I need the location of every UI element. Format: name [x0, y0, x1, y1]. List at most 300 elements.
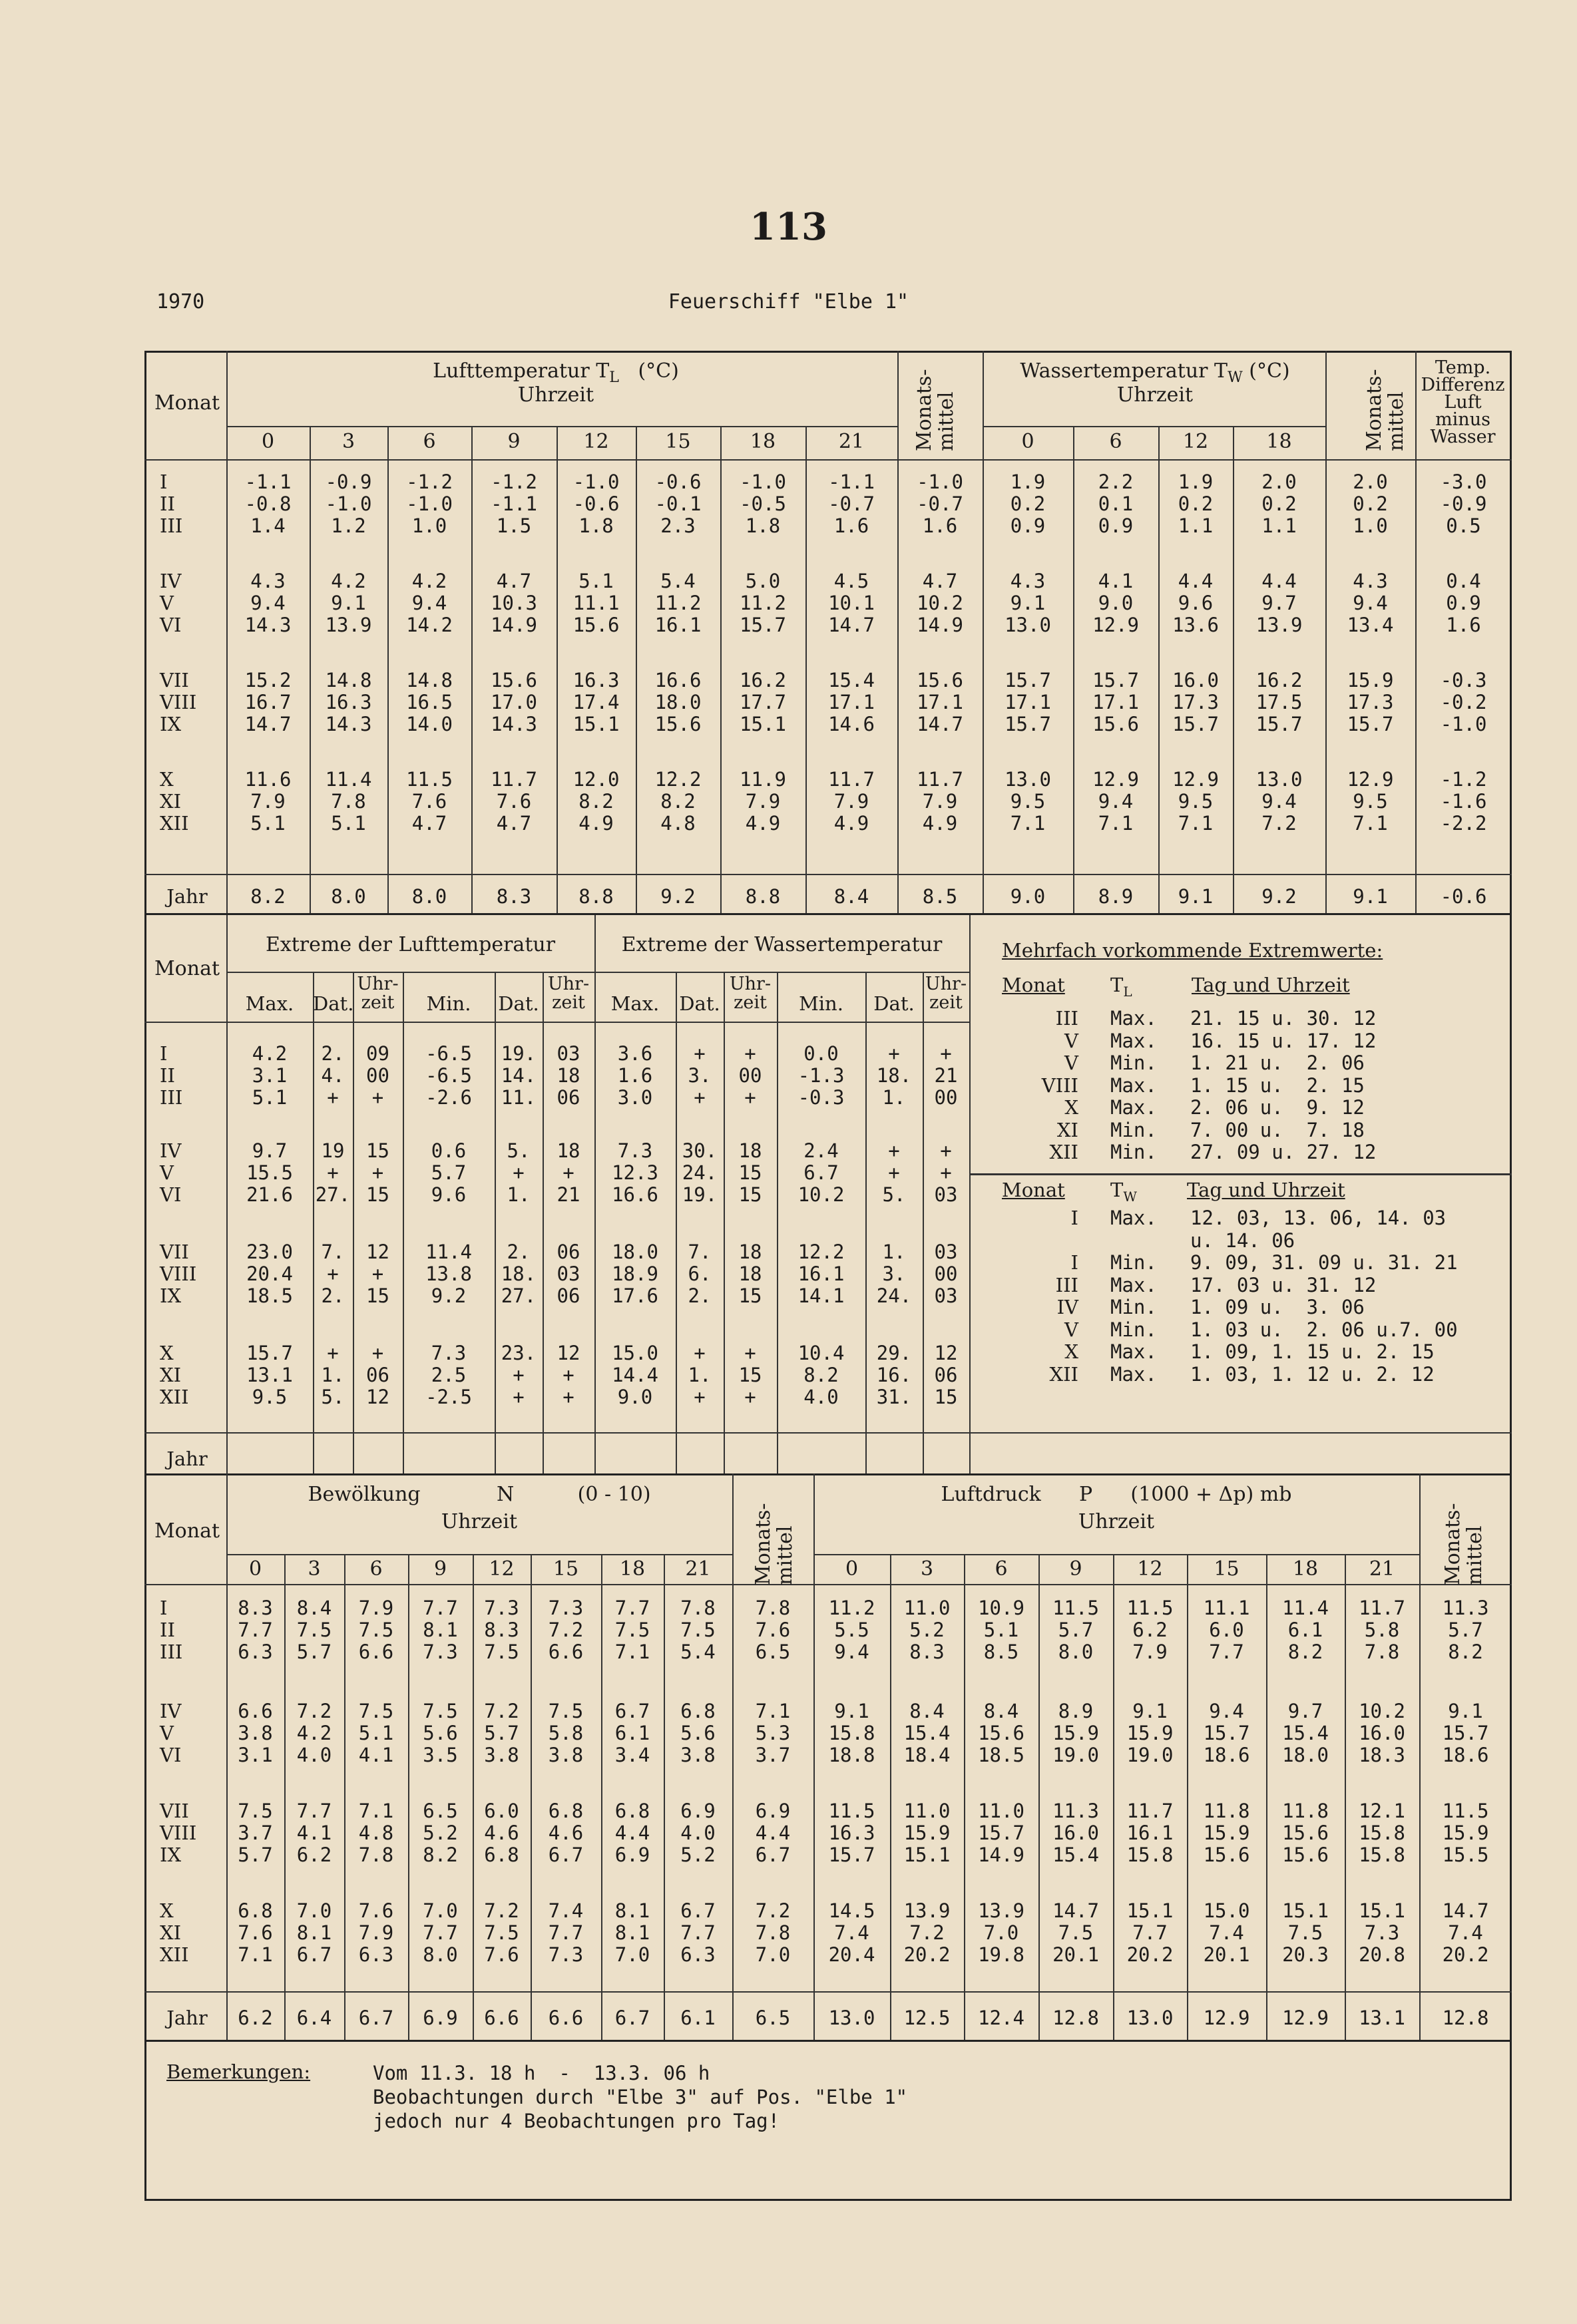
air-temp-values: -1.1 -0.8 1.4 [244, 471, 292, 537]
cloud-hour-header: 15 [553, 1557, 579, 1581]
multi-extremes-title: Mehrfach vorkommende Extremwerte: [1002, 939, 1383, 962]
cloud-values: 6.9 4.0 5.2 [680, 1800, 716, 1866]
cloud-values: 6.5 5.2 8.2 [423, 1800, 458, 1866]
extreme-col-header: Uhr- zeit [729, 974, 772, 1014]
pressure-values: 11.8 15.6 15.6 [1282, 1800, 1329, 1866]
pressure-values: 11.2 5.5 9.4 [828, 1597, 875, 1663]
extreme-values: 09 00 + [366, 1042, 389, 1109]
pressure-values: 12.1 15.8 15.8 [1359, 1800, 1405, 1866]
extreme-values: 7.3 2.5 -2.5 [425, 1342, 472, 1408]
month-labels: X XI XII [160, 1342, 189, 1408]
pressure-year: 12.5 [903, 2007, 951, 2029]
air-temp-values: 4.2 9.4 14.2 [406, 570, 453, 636]
extreme-values: -6.5 -6.5 -2.6 [425, 1042, 472, 1109]
cloud-values: 7.3 7.2 6.6 [548, 1597, 584, 1663]
multi-tl-month: III [1055, 1007, 1078, 1030]
pressure-values: 11.5 6.2 7.9 [1126, 1597, 1174, 1663]
cloud-values: 6.6 3.8 3.1 [238, 1700, 273, 1766]
multi-tw-kind: Min. [1110, 1318, 1157, 1341]
water-temp-values: -0.3 -0.2 -1.0 [1440, 669, 1487, 735]
pressure-year: 12.9 [1203, 2007, 1250, 2029]
month-labels: I II III [160, 1597, 183, 1663]
air-hour-header: 9 [507, 430, 521, 453]
row-rule [226, 1554, 732, 1555]
pressure-values: 11.0 15.9 15.1 [903, 1800, 951, 1866]
water-temp-title: Wassertemperatur $T_W$ (°C) [1020, 359, 1290, 386]
pressure-values: 11.4 6.1 8.2 [1282, 1597, 1329, 1663]
cloud-values: 7.2 4.2 4.0 [296, 1700, 332, 1766]
multi-tl-symbol: $T_L$ [1110, 974, 1132, 1000]
multi-tw-dates: 1. 09, 1. 15 u. 2. 15 [1190, 1340, 1435, 1363]
multi-tw-kind: Max. [1110, 1273, 1157, 1296]
cloud-year: 6.6 [548, 2007, 584, 2029]
cloud-year: 6.7 [358, 2007, 394, 2029]
extreme-col-header: Max. [245, 992, 294, 1015]
extreme-values: + + 03 [934, 1139, 958, 1206]
air-temp-values: 5.1 11.1 15.6 [572, 570, 620, 636]
water-temp-values: 13.0 9.4 7.2 [1255, 768, 1303, 835]
multi-tl-dates: 1. 15 u. 2. 15 [1190, 1073, 1365, 1097]
air-hour-header: 18 [750, 430, 776, 453]
air-temp-values: -1.0 -0.6 1.8 [572, 471, 620, 537]
row-rule [144, 1432, 1512, 1434]
cloud-values: 7.8 7.5 5.4 [680, 1597, 716, 1663]
air-temp-values: -0.9 -1.0 1.2 [325, 471, 372, 537]
pressure-values: 14.7 7.5 20.1 [1052, 1899, 1099, 1966]
pressure-hour-header: 15 [1214, 1557, 1239, 1581]
air-temp-year: 9.2 [660, 885, 696, 908]
water-temp-values: 12.9 9.5 7.1 [1172, 768, 1219, 835]
monat-header: Monat [154, 391, 220, 415]
extreme-values: 12 06 15 [934, 1342, 958, 1408]
water-hour-header: 12 [1182, 430, 1209, 453]
multi-tl-kind: Min. [1110, 1052, 1157, 1074]
extreme-values: 06 03 06 [557, 1241, 580, 1307]
air-temp-year: 8.5 [922, 885, 958, 908]
multi-tl-dates: 21. 15 u. 30. 12 [1190, 1007, 1377, 1030]
pressure-values: 8.4 15.6 18.5 [978, 1700, 1024, 1766]
extreme-values: 03 00 03 [934, 1241, 958, 1307]
pressure-year: 13.1 [1359, 2007, 1405, 2029]
pressure-year: 12.8 [1052, 2007, 1099, 2029]
pressure-values: 8.9 15.9 19.0 [1052, 1700, 1099, 1766]
month-labels: VII VIII IX [160, 1800, 197, 1866]
extreme-values: 15.0 14.4 9.0 [612, 1342, 658, 1408]
ext-air-title: Extreme der Lufttemperatur [265, 933, 556, 956]
year-row-label: Jahr [166, 1448, 208, 1470]
extreme-values: 5. + 1. [507, 1139, 531, 1206]
station-title: Feuerschiff "Elbe 1" [668, 290, 909, 313]
multi-tl-month: V [1064, 1052, 1078, 1074]
extreme-values: 3.6 1.6 3.0 [617, 1042, 653, 1109]
cloud-values: 7.7 4.1 6.2 [296, 1800, 332, 1866]
air-temp-values: 16.3 17.4 15.1 [572, 669, 620, 735]
page-number: 113 [750, 205, 827, 249]
multi-tw-month: I [1070, 1251, 1078, 1274]
air-temp-values: 11.7 7.6 4.7 [491, 768, 537, 835]
air-temp-year: 8.2 [250, 885, 286, 908]
year-row-label: Jahr [166, 2007, 208, 2029]
row-rule [144, 1022, 969, 1023]
multi-tw-dates: 9. 09, 31. 09 u. 31. 21 [1190, 1251, 1458, 1274]
water-temp-values: 2.0 0.2 1.0 [1353, 471, 1388, 537]
cloud-values: 7.2 7.8 7.0 [755, 1899, 791, 1966]
cloud-values: 6.7 6.1 3.4 [614, 1700, 650, 1766]
extreme-values: + 18. 1. [876, 1042, 912, 1109]
multi-tw-month: IV [1056, 1296, 1078, 1318]
air-temp-values: -1.1 -0.7 1.6 [828, 471, 875, 537]
air-temp-values: 16.6 18.0 15.6 [654, 669, 702, 735]
air-hour-header: 3 [341, 430, 355, 453]
multi-tw-dates: 12. 03, 13. 06, 14. 03 [1190, 1207, 1447, 1229]
cloud-year: 6.2 [238, 2007, 273, 2029]
pressure-values: 11.7 16.1 15.8 [1126, 1800, 1174, 1866]
air-temp-year: 8.0 [331, 885, 366, 908]
extreme-col-header: Min. [799, 992, 843, 1015]
remarks-line-1: Vom 11.3. 18 h - 13.3. 06 h [373, 2062, 710, 2084]
air-temp-values: 15.6 17.0 14.3 [491, 669, 537, 735]
multi-tw-kind: Max. [1110, 1362, 1157, 1386]
cloud-values: 7.9 7.5 6.6 [358, 1597, 394, 1663]
pressure-year: 12.9 [1282, 2007, 1329, 2029]
extreme-values: 1. 3. 24. [876, 1241, 912, 1307]
air-temp-values: 5.4 11.2 16.1 [654, 570, 702, 636]
air-temp-year: 8.8 [745, 885, 781, 908]
cloud-values: 6.8 7.6 7.1 [238, 1899, 273, 1966]
multi-tw-month: III [1055, 1273, 1078, 1296]
month-labels: X XI XII [160, 768, 189, 835]
cloud-values: 7.2 5.7 3.8 [484, 1700, 519, 1766]
air-temp-values: 4.7 10.2 14.9 [917, 570, 963, 636]
pressure-values: 8.4 15.4 18.4 [903, 1700, 951, 1766]
water-temp-year: 9.1 [1353, 885, 1388, 908]
pressure-values: 14.5 7.4 20.4 [828, 1899, 875, 1966]
water-monatsmittel-header: Monats- mittel [1363, 369, 1408, 451]
cloud-values: 7.5 5.1 4.1 [358, 1700, 394, 1766]
extreme-values: + 06 12 [366, 1342, 389, 1408]
pressure-values: 9.1 15.7 18.6 [1442, 1700, 1489, 1766]
month-labels: I II III [160, 471, 183, 537]
cloud-values: 7.1 4.8 7.8 [358, 1800, 394, 1866]
row-rule [144, 459, 1512, 461]
multi-tl-month: V [1064, 1029, 1078, 1052]
pressure-title: Luftdruck P (1000 + Δp) mb [941, 1483, 1292, 1506]
multi-tl-kind: Max. [1110, 1073, 1157, 1097]
cloud-hour-header: 21 [685, 1557, 711, 1581]
row-rule [226, 426, 897, 427]
water-temp-values: 12.9 9.4 7.1 [1092, 768, 1139, 835]
remarks-line-2: Beobachtungen durch "Elbe 3" auf Pos. "Elbe 1" [373, 2086, 908, 2108]
pressure-hour-header: 0 [845, 1557, 859, 1581]
multi-tw-kind: Min. [1110, 1251, 1157, 1274]
extreme-values: 18 18 15 [738, 1241, 762, 1307]
extreme-values: 4.2 3.1 5.1 [252, 1042, 288, 1109]
pressure-values: 13.9 7.2 20.2 [903, 1899, 951, 1966]
cloud-year: 6.4 [296, 2007, 332, 2029]
pressure-values: 9.1 15.9 19.0 [1126, 1700, 1174, 1766]
cloud-uhrzeit: Uhrzeit [441, 1510, 518, 1533]
multi-tw-dates: 1. 03, 1. 12 u. 2. 12 [1190, 1362, 1435, 1386]
multi-divider [971, 1173, 1512, 1175]
month-labels: X XI XII [160, 1899, 189, 1966]
cloud-values: 6.8 4.6 6.7 [548, 1800, 584, 1866]
air-temp-year: 8.4 [833, 885, 869, 908]
extreme-values: 0.0 -1.3 -0.3 [797, 1042, 845, 1109]
cloud-values: 7.3 8.3 7.5 [484, 1597, 519, 1663]
cloud-values: 6.7 7.7 6.3 [680, 1899, 716, 1966]
pressure-values: 15.1 7.3 20.8 [1359, 1899, 1405, 1966]
year-label: 1970 [156, 290, 205, 313]
water-hour-header: 18 [1266, 430, 1292, 453]
cloud-values: 7.0 8.1 6.7 [296, 1899, 332, 1966]
air-temp-values: 11.5 7.6 4.7 [406, 768, 453, 835]
extreme-values: + 1. + [688, 1342, 712, 1408]
extreme-values: + 21 00 [934, 1042, 958, 1109]
water-temp-year: 9.2 [1261, 885, 1297, 908]
water-temp-values: 12.9 9.5 7.1 [1347, 768, 1394, 835]
multi-tw-dates: 1. 09 u. 3. 06 [1190, 1296, 1365, 1318]
cloud-values: 8.3 7.7 6.3 [238, 1597, 273, 1663]
air-temp-values: 11.7 7.9 4.9 [828, 768, 875, 835]
extreme-values: 12.2 16.1 14.1 [797, 1241, 845, 1307]
extreme-values: 11.4 13.8 9.2 [425, 1241, 472, 1307]
air-temp-values: 11.6 7.9 5.1 [244, 768, 292, 835]
extreme-values: 15.7 13.1 9.5 [246, 1342, 293, 1408]
extreme-col-header: Dat. [873, 992, 915, 1015]
row-rule [983, 426, 1325, 427]
air-temp-values: 4.7 10.3 14.9 [491, 570, 537, 636]
cloud-year: 6.1 [680, 2007, 716, 2029]
multi-tw-month: V [1064, 1318, 1078, 1341]
extreme-values: 0.6 5.7 9.6 [431, 1139, 467, 1206]
water-temp-values: 15.9 17.3 15.7 [1347, 669, 1394, 735]
multi-tw-month: X [1064, 1340, 1078, 1363]
multi-tw-dates: u. 14. 06 [1190, 1229, 1295, 1252]
air-temp-year: 8.8 [578, 885, 614, 908]
pressure-hour-header: 21 [1369, 1557, 1395, 1581]
cloud-values: 6.8 5.6 3.8 [680, 1700, 716, 1766]
air-temp-values: 15.2 16.7 14.7 [244, 669, 292, 735]
cloud-values: 8.1 8.1 7.0 [614, 1899, 650, 1966]
cloud-values: 7.5 5.8 3.8 [548, 1700, 584, 1766]
cloud-values: 7.1 5.3 3.7 [755, 1700, 791, 1766]
month-labels: IV V VI [160, 1700, 182, 1766]
air-hour-header: 15 [665, 430, 691, 453]
extreme-col-header: Uhr- zeit [547, 974, 590, 1014]
water-temp-values: 4.4 9.7 13.9 [1255, 570, 1303, 636]
year-row-label: Jahr [166, 885, 208, 908]
temp-diff-header: Temp. Differenz Luft minus Wasser [1421, 357, 1505, 447]
cloud-hour-header: 18 [619, 1557, 646, 1581]
air-hour-header: 12 [583, 430, 609, 453]
air-temp-title: Lufttemperatur $T_L$ (°C) [433, 359, 679, 386]
pressure-year: 12.8 [1442, 2007, 1489, 2029]
cloud-monatsmittel-header: Monats- mittel [752, 1503, 797, 1585]
air-temp-values: 15.6 17.1 14.7 [917, 669, 963, 735]
monat-header: Monat [154, 957, 220, 980]
water-temp-uhrzeit: Uhrzeit [1116, 383, 1194, 407]
column-rule [969, 915, 971, 1473]
pressure-values: 14.7 7.4 20.2 [1442, 1899, 1489, 1966]
multi-tl-month: XII [1049, 1141, 1078, 1163]
month-labels: IV V VI [160, 1139, 182, 1206]
water-temp-values: 16.0 17.3 15.7 [1172, 669, 1219, 735]
air-temp-values: 16.2 17.7 15.1 [740, 669, 786, 735]
multi-tl-monat-header: Monat [1002, 974, 1065, 996]
cloud-hour-header: 6 [369, 1557, 383, 1581]
cloud-values: 7.4 7.7 7.3 [548, 1899, 584, 1966]
cloud-hour-header: 0 [248, 1557, 262, 1581]
multi-tl-month: XI [1056, 1118, 1078, 1141]
water-temp-values: 13.0 9.5 7.1 [1005, 768, 1051, 835]
extreme-values: + 3. + [688, 1042, 712, 1109]
cloud-year: 6.6 [484, 2007, 519, 2029]
air-temp-values: 14.8 16.5 14.0 [406, 669, 453, 735]
water-temp-year: -0.6 [1440, 885, 1487, 908]
extreme-col-header: Uhr- zeit [925, 974, 967, 1014]
cloud-year: 6.9 [423, 2007, 458, 2029]
row-rule [226, 972, 969, 973]
water-temp-year: 9.0 [1010, 885, 1046, 908]
pressure-values: 11.0 15.7 14.9 [978, 1800, 1024, 1866]
multi-tw-month: XII [1049, 1362, 1078, 1386]
pressure-hour-header: 6 [995, 1557, 1008, 1581]
water-temp-values: 4.4 9.6 13.6 [1172, 570, 1219, 636]
cloud-values: 7.8 7.6 6.5 [755, 1597, 791, 1663]
cloud-values: 7.6 7.9 6.3 [358, 1899, 394, 1966]
pressure-values: 11.0 5.2 8.3 [903, 1597, 951, 1663]
pressure-values: 9.7 15.4 18.0 [1282, 1700, 1329, 1766]
extreme-values: 19. 14. 11. [501, 1042, 537, 1109]
multi-tw-kind: Max. [1110, 1207, 1157, 1229]
air-temp-values: 5.0 11.2 15.7 [740, 570, 786, 636]
multi-tl-dates: 16. 15 u. 17. 12 [1190, 1029, 1377, 1052]
air-temp-values: 4.5 10.1 14.7 [828, 570, 875, 636]
cloud-values: 6.0 4.6 6.8 [484, 1800, 519, 1866]
pressure-values: 11.8 15.9 15.6 [1203, 1800, 1250, 1866]
multi-tw-symbol: $T_W$ [1110, 1179, 1137, 1205]
pressure-values: 9.1 15.8 18.8 [828, 1700, 875, 1766]
water-temp-values: 4.1 9.0 12.9 [1092, 570, 1139, 636]
pressure-hour-header: 18 [1292, 1557, 1319, 1581]
air-hour-header: 6 [423, 430, 436, 453]
water-hour-header: 6 [1109, 430, 1122, 453]
pressure-hour-header: 12 [1137, 1557, 1163, 1581]
month-labels: I II III [160, 1042, 183, 1109]
air-temp-values: -1.0 -0.7 1.6 [917, 471, 963, 537]
ext-water-title: Extreme der Wassertemperatur [621, 933, 943, 956]
pressure-values: 15.0 7.4 20.1 [1203, 1899, 1250, 1966]
extreme-values: 18 15 15 [738, 1139, 762, 1206]
air-temp-values: 15.4 17.1 14.6 [828, 669, 875, 735]
water-hour-header: 0 [1021, 430, 1034, 453]
extreme-values: 7. 6. 2. [688, 1241, 712, 1307]
month-labels: VII VIII IX [160, 669, 197, 735]
pressure-values: 10.2 16.0 18.3 [1359, 1700, 1405, 1766]
extreme-col-header: Dat. [498, 992, 539, 1015]
extreme-values: 18.0 18.9 17.6 [612, 1241, 658, 1307]
air-temp-values: 12.0 8.2 4.9 [572, 768, 620, 835]
air-temp-values: -1.0 -0.5 1.8 [740, 471, 786, 537]
multi-tw-month: I [1070, 1207, 1078, 1229]
multi-tw-dates: 1. 03 u. 2. 06 u.7. 00 [1190, 1318, 1458, 1341]
cloud-year: 6.7 [614, 2007, 650, 2029]
cloud-values: 7.7 8.1 7.3 [423, 1597, 458, 1663]
air-hour-header: 0 [261, 430, 275, 453]
water-temp-year: 9.1 [1178, 885, 1214, 908]
multi-tl-kind: Max. [1110, 1096, 1157, 1119]
row-rule [813, 1554, 1419, 1555]
cloud-values: 7.2 7.5 7.6 [484, 1899, 519, 1966]
air-temp-values: -0.6 -0.1 2.3 [654, 471, 702, 537]
extreme-values: 23. + + [501, 1342, 537, 1408]
extreme-values: 10.4 8.2 4.0 [797, 1342, 845, 1408]
extreme-col-header: Dat. [679, 992, 720, 1015]
cloud-values: 8.4 7.5 5.7 [296, 1597, 332, 1663]
pressure-values: 11.5 15.9 15.5 [1442, 1800, 1489, 1866]
multi-tw-dates: 17. 03 u. 31. 12 [1190, 1273, 1377, 1296]
monat-header: Monat [154, 1519, 220, 1543]
cloud-values: 7.0 7.7 8.0 [423, 1899, 458, 1966]
multi-tl-tag-header: Tag und Uhrzeit [1192, 974, 1350, 996]
extreme-values: 23.0 20.4 18.5 [246, 1241, 293, 1307]
multi-tl-month: X [1064, 1096, 1078, 1119]
extreme-values: 19 + 27. [315, 1139, 351, 1206]
multi-tl-month: VIII [1041, 1073, 1078, 1097]
pressure-values: 11.1 6.0 7.7 [1203, 1597, 1250, 1663]
air-temp-values: 11.7 7.9 4.9 [917, 768, 963, 835]
air-temp-values: -1.2 -1.1 1.5 [491, 471, 537, 537]
air-temp-year: 8.3 [496, 885, 532, 908]
air-temp-values: -1.2 -1.0 1.0 [406, 471, 453, 537]
extreme-values: 12 + 15 [366, 1241, 389, 1307]
pressure-monatsmittel-header: Monats- mittel [1441, 1503, 1486, 1585]
water-temp-values: 1.9 0.2 1.1 [1178, 471, 1214, 537]
air-temp-values: 4.3 9.4 14.3 [244, 570, 292, 636]
extreme-values: + 1. 5. [321, 1342, 345, 1408]
pressure-values: 11.5 5.7 8.0 [1052, 1597, 1099, 1663]
multi-tl-kind: Min. [1110, 1141, 1157, 1163]
multi-tl-dates: 2. 06 u. 9. 12 [1190, 1096, 1365, 1119]
multi-tl-kind: Max. [1110, 1007, 1157, 1030]
air-monatsmittel-header: Monats- mittel [913, 369, 958, 451]
air-temp-values: 12.2 8.2 4.8 [654, 768, 702, 835]
water-temp-values: 4.3 9.1 13.0 [1005, 570, 1051, 636]
month-labels: VII VIII IX [160, 1241, 197, 1307]
pressure-values: 9.4 15.7 18.6 [1203, 1700, 1250, 1766]
row-rule [144, 1584, 1512, 1585]
pressure-values: 13.9 7.0 19.8 [978, 1899, 1024, 1966]
water-temp-values: 15.7 17.1 15.6 [1092, 669, 1139, 735]
extreme-values: 2. 4. + [321, 1042, 345, 1109]
air-temp-values: 11.9 7.9 4.9 [740, 768, 786, 835]
extreme-values: 15 + 15 [366, 1139, 389, 1206]
air-temp-values: 14.8 16.3 14.3 [325, 669, 372, 735]
multi-tl-dates: 1. 21 u. 2. 06 [1190, 1052, 1365, 1074]
row-rule [144, 874, 1512, 875]
air-temp-uhrzeit: Uhrzeit [517, 383, 594, 407]
cloud-hour-header: 3 [308, 1557, 321, 1581]
cloud-values: 7.7 7.5 7.1 [614, 1597, 650, 1663]
cloud-hour-header: 12 [489, 1557, 515, 1581]
water-temp-values: -1.2 -1.6 -2.2 [1440, 768, 1487, 835]
month-labels: IV V VI [160, 570, 182, 636]
multi-tw-kind: Min. [1110, 1296, 1157, 1318]
water-temp-values: 15.7 17.1 15.7 [1005, 669, 1051, 735]
extreme-values: 2.4 6.7 10.2 [797, 1139, 845, 1206]
pressure-values: 11.3 16.0 15.4 [1052, 1800, 1099, 1866]
multi-tw-tag-header: Tag und Uhrzeit [1187, 1179, 1345, 1201]
